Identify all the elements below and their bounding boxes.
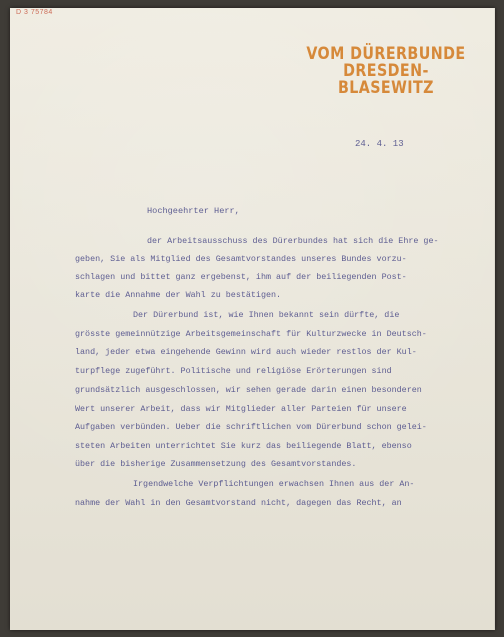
body-line: grösste gemeinnützige Arbeitsgemeinschaft für Kulturzwecke in Deutsch- [75,329,427,339]
body-line: Aufgaben verbünden. Ueber die schriftlichen vom Dürerbund schon gelei- [75,422,427,432]
letterhead-line: VOM DÜRERBUNDE [306,44,466,64]
body-line: Irgendwelche Verpflichtungen erwachsen Ihnen aus der An- [133,479,415,489]
body-line: der Arbeitsausschuss des Dürerbundes hat sich die Ehre ge- [147,236,439,246]
body-line: turpflege zugeführt. Politische und religiöse Erörterungen sind [75,366,392,376]
body-line: karte die Annahme der Wahl zu bestätigen. [75,290,282,300]
letterhead-line: DRESDEN- [343,61,430,81]
body-line: nahme der Wahl in den Gesamtvorstand nicht, dagegen das Recht, an [75,498,402,508]
body-line: geben, Sie als Mitglied des Gesamtvorstandes unseres Bundes vorzu- [75,254,407,264]
body-line: Der Dürerbund ist, wie Ihnen bekannt sein dürfte, die [133,310,400,320]
letterhead [307,46,466,97]
body-line: über die bisherige Zusammensetzung des Gesamtvorstandes. [75,459,357,469]
body-line: steten Arbeiten unterrichtet Sie kurz das beiliegende Blatt, ebenso [75,441,412,451]
archive-stamp: D 3 75784 [16,9,53,16]
body-line: land, jeder etwa eingehende Gewinn wird auch wieder restlos der Kul- [75,347,417,357]
salutation: Hochgeehrter Herr, [147,206,240,216]
body-line: Wert unserer Arbeit, dass wir Mitglieder aller Parteien für unsere [75,404,407,414]
body-line: grundsätzlich ausgeschlossen, wir sehen gerade darin einen besonderen [75,385,422,395]
letter-date: 24. 4. 13 [355,139,404,149]
paper-edge [494,8,495,630]
body-line: schlagen und bittet ganz ergebenst, ihm auf der beiliegenden Post- [75,272,407,282]
letterhead-line: BLASEWITZ [338,78,435,98]
